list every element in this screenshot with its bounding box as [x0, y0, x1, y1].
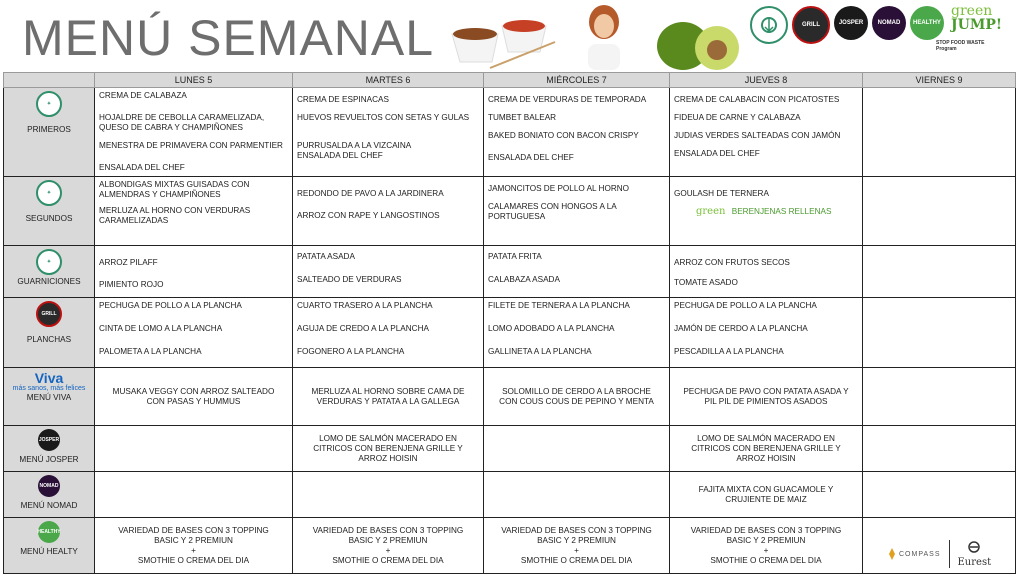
dish-item: LOMO ADOBADO A LA PLANCHA [488, 324, 615, 333]
healthy-logo-icon [910, 6, 944, 40]
dish-item: CALAMARES CON HONGOS A LA PORTUGUESA [488, 202, 617, 221]
compass-logo [887, 548, 941, 560]
menu-cell-empty [863, 88, 1016, 177]
dish-item: TOMATE ASADO [674, 278, 738, 287]
dish-item: ALBONDIGAS MIXTAS GUISADAS CON ALMENDRAS Y CHAMPIÑONES [99, 180, 250, 199]
menu-cell [95, 88, 293, 177]
menu-row-josper [4, 426, 1016, 472]
dish-item: PALOMETA A LA PLANCHA [99, 347, 202, 356]
stop-food-waste-label: STOP FOOD WASTE Program [936, 40, 985, 52]
dish-item: FOGONERO A LA PLANCHA [297, 347, 405, 356]
menu-cell [293, 177, 484, 246]
dish-item: VARIEDAD DE BASES CON 3 TOPPING BASIC Y 2 PREMIUN [690, 525, 842, 545]
green-jump-line2: JUMP! [951, 17, 1003, 33]
dish-item: PECHUGA DE POLLO A LA PLANCHA [674, 301, 817, 310]
menu-cell [670, 177, 863, 246]
compass-badge-icon: ✦ [36, 91, 62, 117]
dish-item: CREMA DE ESPINACAS [297, 95, 389, 104]
avocado-image [655, 12, 745, 72]
menu-cell-empty [293, 472, 484, 518]
dish-item: PECHUGA DE PAVO CON PATATA ASADA Y PIL PIL DE PIMIENTOS ASADOS [683, 386, 849, 406]
dish-item: GOULASH DE TERNERA [674, 189, 769, 198]
category-label: MENÚ NOMAD [20, 501, 78, 510]
healthy-logo-icon: HEALTHY [38, 521, 60, 543]
menu-cell [484, 518, 670, 574]
dish-item: SMOTHIE O CREMA DEL DIA [520, 555, 633, 565]
menu-cell [293, 426, 484, 472]
dish-item: VARIEDAD DE BASES CON 3 TOPPING BASIC Y 2 PREMIUN [118, 525, 269, 545]
menu-cell-empty [863, 426, 1016, 472]
dish-item: ENSALADA DEL CHEF [674, 149, 760, 158]
dish-item: ARROZ CON RAPE Y LANGOSTINOS [297, 211, 440, 220]
dish-item: SMOTHIE O CREMA DEL DIA [137, 555, 250, 565]
dish-item: ARROZ PILAFF [99, 258, 158, 267]
menu-cell-empty [484, 426, 670, 472]
menu-cell-empty [95, 472, 293, 518]
dish-item: JUDIAS VERDES SALTEADAS CON JAMÓN [674, 131, 841, 140]
dish-item: SMOTHIE O CREMA DEL DIA [332, 555, 444, 565]
menu-cell-empty [863, 472, 1016, 518]
grill-logo-icon: GRILL [36, 301, 62, 327]
dish-item: AGUJA DE CREDO A LA PLANCHA [297, 324, 429, 333]
compass-mark-icon [887, 548, 897, 560]
woman-eating-image [574, 2, 634, 70]
menu-cell-empty [95, 426, 293, 472]
dish-item: FIDEUA DE CARNE Y CALABAZA [674, 113, 801, 122]
category-cell [4, 426, 95, 472]
josper-logo-text: JOSPER [838, 19, 864, 26]
day-header: JUEVES 8 [670, 73, 863, 88]
dish-item: SALTEADO DE VERDURAS [297, 275, 402, 284]
compass-badge-icon [750, 6, 788, 44]
josper-logo-icon [834, 6, 868, 40]
page-title: MENÚ SEMANAL [22, 10, 435, 66]
dish-item: MERLUZA AL HORNO CON VERDURAS CARAMELIZADAS [99, 206, 251, 225]
menu-cell [484, 88, 670, 177]
menu-cell [670, 472, 863, 518]
menu-cell [670, 246, 863, 298]
corner-cell [4, 73, 95, 88]
grill-logo-icon [792, 6, 830, 44]
menu-row-primeros [4, 88, 1016, 177]
weekly-menu-table [3, 72, 1016, 574]
menu-cell-empty [863, 246, 1016, 298]
menu-cell [293, 518, 484, 574]
dish-item: MENESTRA DE PRIMAVERA CON PARMENTIER [99, 141, 283, 150]
menu-cell [670, 368, 863, 426]
day-header: VIERNES 9 [863, 73, 1016, 88]
menu-row-segundos [4, 177, 1016, 246]
menu-row-planchas [4, 298, 1016, 368]
category-cell [4, 368, 95, 426]
menu-cell [670, 426, 863, 472]
menu-cell [293, 368, 484, 426]
menu-cell [95, 298, 293, 368]
eurest-text: Eurest [957, 557, 992, 568]
plus-sign: + [385, 545, 391, 555]
menu-cell [670, 298, 863, 368]
plus-sign: + [574, 545, 579, 555]
menu-cell [484, 298, 670, 368]
dish-item: CREMA DE VERDURAS DE TEMPORADA [488, 95, 647, 104]
dish-item: ENSALADA DEL CHEF [99, 163, 185, 172]
healthy-logo-text: HEALTHY [913, 19, 941, 26]
brand-logos [750, 6, 944, 44]
menu-row-viva [4, 368, 1016, 426]
menu-cell [293, 88, 484, 177]
category-cell [4, 177, 95, 246]
dish-item: CALABAZA ASADA [488, 275, 560, 284]
menu-cell-empty [863, 298, 1016, 368]
dish-item: CREMA DE CALABACIN CON PICATOSTES [674, 95, 840, 104]
dish-item: VARIEDAD DE BASES CON 3 TOPPING BASIC Y 2 PREMIUN [501, 525, 652, 545]
dish-item: PURRUSALDA A LA VIZCAINA ENSALADA DEL CHEF [297, 141, 411, 160]
dish-item: FAJITA MIXTA CON GUACAMOLE Y CRUJIENTE DE MAIZ [698, 484, 834, 504]
dish-item: VARIEDAD DE BASES CON 3 TOPPING BASIC Y 2 PREMIUN [312, 525, 464, 545]
menu-cell [484, 246, 670, 298]
dish-item: ENSALADA DEL CHEF [488, 153, 574, 162]
dish-item: PESCADILLA A LA PLANCHA [674, 347, 784, 356]
compass-text: COMPASS [899, 550, 941, 558]
eurest-mark-icon [965, 541, 983, 553]
dish-item: CREMA DE CALABAZA [99, 91, 187, 100]
menu-cell-empty [484, 472, 670, 518]
menu-cell [670, 518, 863, 574]
green-jump-line1: green [951, 3, 993, 19]
nomad-logo-text: NOMAD [877, 19, 901, 26]
day-header: MIÉRCOLES 7 [484, 73, 670, 88]
day-header-row [4, 73, 1016, 88]
category-cell [4, 298, 95, 368]
category-cell [4, 472, 95, 518]
grill-logo-text: GRILL [802, 21, 820, 28]
menu-cell [293, 246, 484, 298]
dish-item: PECHUGA DE POLLO A LA PLANCHA [99, 301, 242, 310]
dish-item: SMOTHIE O CREMA DEL DIA [710, 555, 822, 565]
menu-cell [293, 298, 484, 368]
menu-row-guarniciones [4, 246, 1016, 298]
dish-item: FILETE DE TERNERA A LA PLANCHA [488, 301, 630, 310]
day-header: LUNES 5 [95, 73, 293, 88]
dish-item: SOLOMILLO DE CERDO A LA BROCHE CON COUS COUS DE PEPINO Y MENTA [499, 386, 654, 406]
dish-item: CINTA DE LOMO A LA PLANCHA [99, 324, 223, 333]
josper-logo-icon: JOSPER [38, 429, 60, 451]
category-label: MENÚ JOSPER [19, 455, 79, 464]
category-cell [4, 88, 95, 177]
compass-badge-icon: ✦ [36, 180, 62, 206]
category-label: PRIMEROS [27, 125, 71, 134]
dish-item: HUEVOS REVUELTOS CON SETAS Y GULAS [297, 113, 470, 122]
menu-cell [95, 177, 293, 246]
menu-cell [484, 177, 670, 246]
viva-tagline: más sanos, más felices [12, 385, 86, 392]
eurest-logo [958, 540, 992, 568]
dish-item: MERLUZA AL HORNO SOBRE CAMA DE VERDURAS Y PATATA A LA GALLEGA [311, 386, 465, 406]
dish-item: PATATA ASADA [297, 252, 355, 261]
green-jump-dish [674, 207, 858, 217]
dish-item-green: BERENJENAS RELLENAS [731, 207, 832, 216]
dish-item: PATATA FRITA [488, 252, 542, 261]
dish-item: LOMO DE SALMÓN MACERADO EN CITRICOS CON BERENJENA GRILLE Y ARROZ HOISIN [691, 433, 841, 463]
menu-row-nomad [4, 472, 1016, 518]
nomad-logo-icon [872, 6, 906, 40]
dish-item: CUARTO TRASERO A LA PLANCHA [297, 301, 433, 310]
viva-logo: Viva [34, 370, 64, 386]
category-cell [4, 246, 95, 298]
dish-item: LOMO DE SALMÓN MACERADO EN CITRICOS CON BERENJENA GRILLE Y ARROZ HOISIN [313, 433, 463, 463]
green-jump-logo [951, 4, 1009, 32]
dish-item: JAMÓN DE CERDO A LA PLANCHA [674, 324, 808, 333]
dish-item: JAMONCITOS DE POLLO AL HORNO [488, 184, 630, 193]
menu-cell-empty [863, 368, 1016, 426]
category-label: SEGUNDOS [25, 214, 73, 223]
dish-item: REDONDO DE PAVO A LA JARDINERA [297, 189, 444, 198]
dish-item: HOJALDRE DE CEBOLLA CARAMELIZADA, QUESO DE CABRA Y CHAMPIÑONES [99, 113, 265, 132]
menu-cell [670, 88, 863, 177]
green-jump-inline-logo: green [696, 206, 726, 217]
menu-cell [95, 368, 293, 426]
menu-row-healty [4, 518, 1016, 574]
category-label: MENÚ VIVA [26, 393, 72, 402]
menu-cell [95, 518, 293, 574]
menu-cell [484, 368, 670, 426]
nomad-logo-icon: NOMAD [38, 475, 60, 497]
dish-item: GALLINETA A LA PLANCHA [488, 347, 592, 356]
menu-cell-empty [863, 177, 1016, 246]
dish-item: BAKED BONIATO CON BACON CRISPY [488, 131, 639, 140]
plus-sign: + [763, 545, 769, 555]
dish-item: PIMIENTO ROJO [99, 280, 164, 289]
category-cell [4, 518, 95, 574]
footer-divider [949, 540, 950, 568]
footer-logos [887, 540, 991, 568]
dish-item: MUSAKA VEGGY CON ARROZ SALTEADO CON PASAS Y HUMMUS [112, 386, 275, 406]
day-header: MARTES 6 [293, 73, 484, 88]
compass-badge-icon: ✦ [36, 249, 62, 275]
menu-cell [95, 246, 293, 298]
category-label: GUARNICIONES [17, 277, 81, 286]
plus-sign: + [191, 545, 196, 555]
dish-item: ARROZ CON FRUTOS SECOS [674, 258, 790, 267]
dish-item: TUMBET BALEAR [488, 113, 557, 122]
food-bowls-image [450, 12, 560, 70]
category-label: PLANCHAS [26, 335, 72, 344]
category-label: MENÚ HEALTY [20, 547, 78, 556]
